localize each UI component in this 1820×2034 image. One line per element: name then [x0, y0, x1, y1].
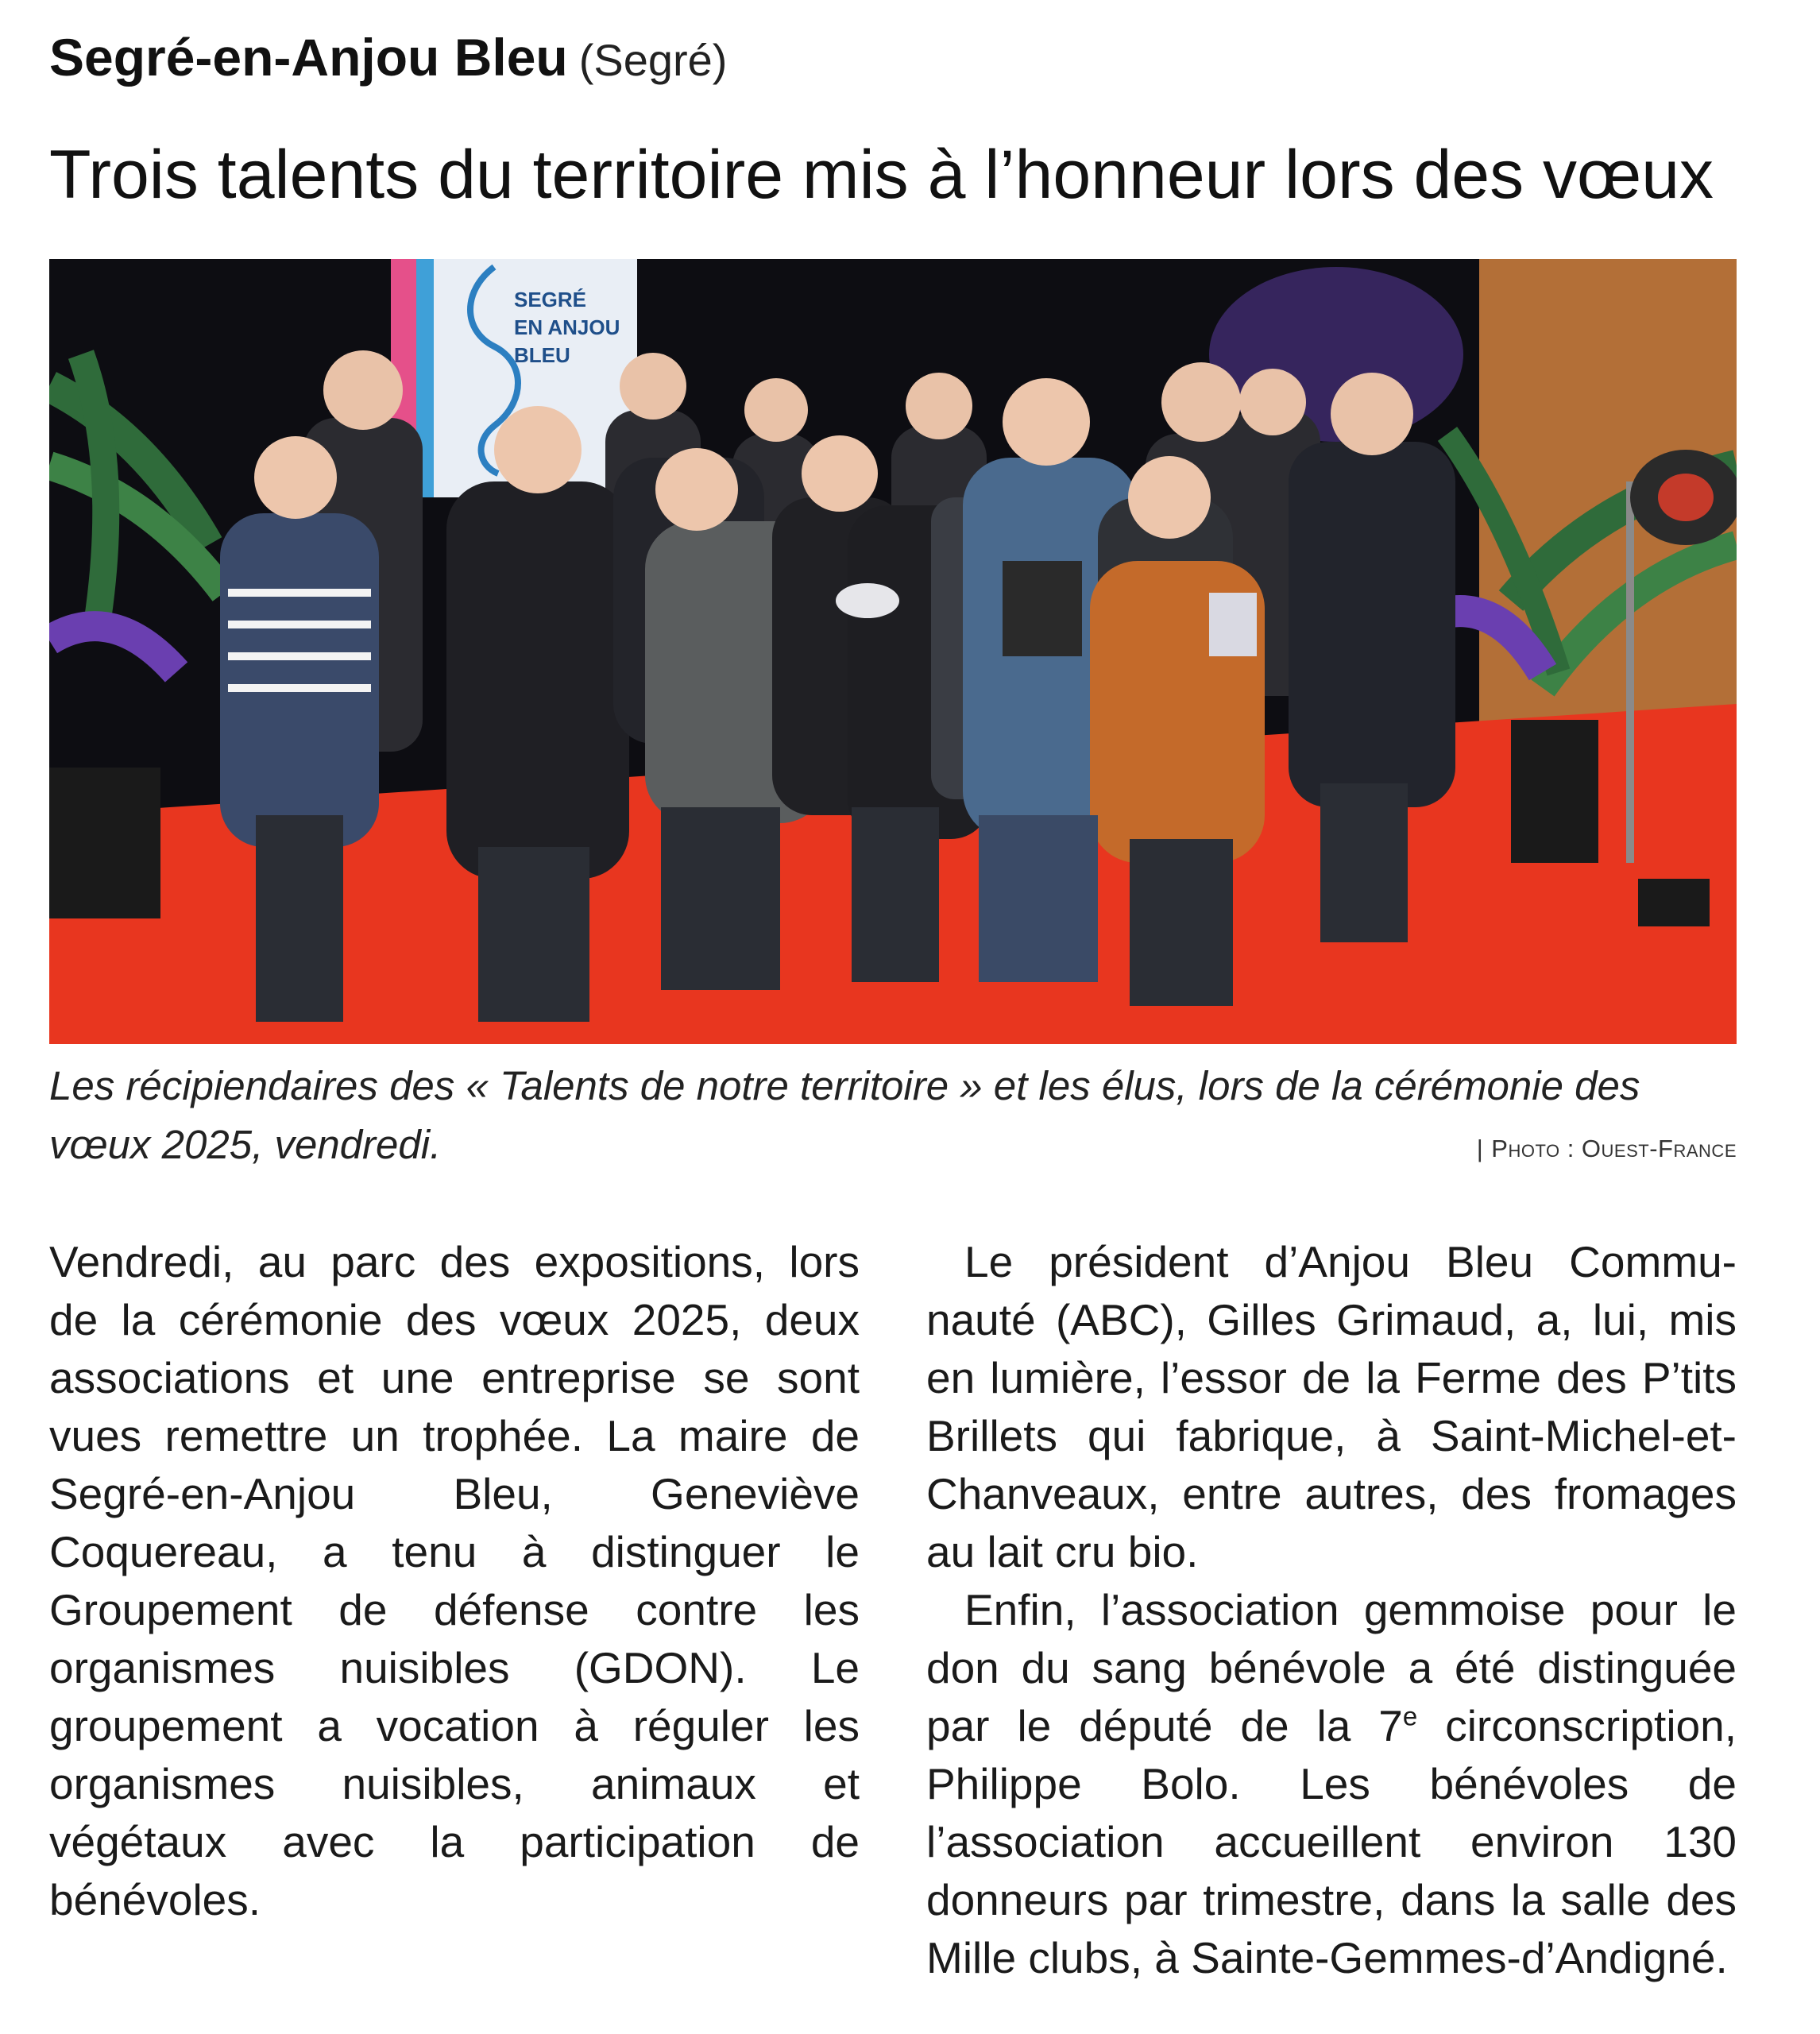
article-header	[49, 27, 727, 87]
banner-line-3: BLEU	[514, 343, 570, 367]
body-paragraph-3-part-b: circonscription, Philippe Bolo. Les bénévoles de l’association accueillent environ 130 donneurs par trimestre, dans la salle des Mille clubs, à Sainte-Gemmes-d’Andigné.	[926, 1701, 1737, 1982]
locality-title: Segré-en-Anjou Bleu	[49, 28, 568, 87]
body-paragraph-1: Vendredi, au parc des expositions, lors de la cérémonie des vœux 2025, deux associations et une entreprise se sont vues remettre un trophée. La maire de Segré-en-Anjou Bleu, Geneviève Coquereau, a tenu à distinguer le Groupement de défense contre les organismes nuisibles (GDON). Le groupement a vocation à réguler les organismes nuisibles, animaux et végétaux avec la participation de bénévoles.	[49, 1237, 860, 1924]
article-headline: Trois talents du territoire mis à l’honneur lors des vœux	[49, 137, 1714, 213]
sub-locality: (Segré)	[578, 35, 728, 85]
photo-credit	[1477, 1135, 1737, 1163]
group-photo-illustration	[49, 259, 1737, 1044]
body-paragraph-2: Le président d’Anjou Bleu Communauté (ABC), Gilles Grimaud, a, lui, mis en lumière, l’essor de la Ferme des P’tits Brillets qui fabrique, à Saint-Michel-et-Chanveaux, entre autres, des fromages au lait cru bio.	[926, 1237, 1737, 1576]
body-paragraph-3-part-a: Enfin, l’association gemmoise pour le don du sang bénévole a été distinguée par le député de la 7	[926, 1585, 1737, 1750]
article-body	[49, 1233, 1737, 1996]
banner-line-2: EN ANJOU	[514, 315, 620, 339]
credit-bar: |	[1476, 1135, 1484, 1162]
article-photo	[49, 259, 1737, 1044]
credit-text: Photo : Ouest-France	[1491, 1135, 1737, 1162]
banner-line-1: SEGRÉ	[514, 288, 587, 311]
body-paragraph-3	[926, 1581, 1737, 1987]
ordinal-superscript: e	[1402, 1701, 1418, 1731]
photo-caption: Les récipiendaires des « Talents de notre territoire » et les élus, lors de la cérémonie des vœux 2025, vendredi.	[49, 1063, 1640, 1167]
